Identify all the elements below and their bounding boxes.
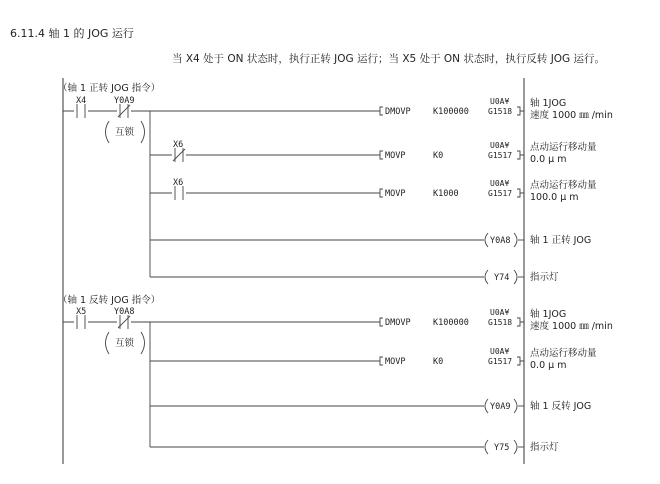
comment-f3-line1: 点动运行移动量 xyxy=(530,180,597,191)
comment-f3-line2: 100.0 μ m xyxy=(530,192,579,203)
contact-x5-label: X5 xyxy=(76,307,87,317)
instruction-bracket-right-r1 xyxy=(517,318,524,326)
operand-r1: K100000 xyxy=(433,318,469,328)
interlock-label-reverse: 互锁 xyxy=(115,338,135,349)
coil-y74-comment: 指示灯 xyxy=(530,272,559,283)
instruction-dmovp-r1: DMOVP xyxy=(385,318,411,328)
device-bottom-f3: G1517 xyxy=(488,189,513,198)
instruction-bracket-left-f3 xyxy=(380,189,383,197)
device-bottom-f1: G1518 xyxy=(488,107,513,116)
coil-y74-label: Y74 xyxy=(494,273,510,283)
device-bottom-f2: G1517 xyxy=(488,151,513,160)
comment-r1-line2: 速度 1000 ㎜ /min xyxy=(530,321,613,332)
comment-f1-line1: 轴 1JOG xyxy=(530,98,567,109)
device-bottom-r1: G1518 xyxy=(488,318,513,327)
contact-x6-no-label: X6 xyxy=(173,178,184,188)
comment-r2-line1: 点动运行移动量 xyxy=(530,348,597,359)
comment-f2-line2: 0.0 μ m xyxy=(530,154,567,165)
device-top-f3: U0A¥ xyxy=(490,179,510,188)
coil-y75-comment: 指示灯 xyxy=(530,442,559,453)
section-heading: 6.11.4 轴 1 的 JOG 运行 xyxy=(10,27,134,40)
interlock-label-forward: 互锁 xyxy=(115,127,135,138)
instruction-bracket-left-f1 xyxy=(380,107,383,115)
comment-r1-line1: 轴 1JOG xyxy=(530,309,567,320)
instruction-movp-r2: MOVP xyxy=(385,357,406,367)
instruction-dmovp-f1: DMOVP xyxy=(385,107,411,117)
instruction-bracket-left-f2 xyxy=(380,151,383,159)
comment-f2-line1: 点动运行移动量 xyxy=(530,142,597,153)
instruction-bracket-left-r1 xyxy=(380,318,383,326)
operand-f1: K100000 xyxy=(433,107,469,117)
coil-y75-label: Y75 xyxy=(494,443,510,453)
device-top-f1: U0A¥ xyxy=(490,97,510,106)
block-forward-title: （轴 1 正转 JOG 指令） xyxy=(58,83,161,94)
contact-x6-nc-label: X6 xyxy=(173,140,184,150)
operand-f3: K1000 xyxy=(433,189,459,199)
instruction-movp-f2: MOVP xyxy=(385,151,406,161)
contact-y0a8-label: Y0A8 xyxy=(114,307,135,317)
coil-y0a8-label: Y0A8 xyxy=(490,236,511,246)
comment-f1-line2: 速度 1000 ㎜ /min xyxy=(530,110,613,121)
instruction-bracket-right-f2 xyxy=(517,151,524,159)
block-reverse-title: （轴 1 反转 JOG 指令） xyxy=(58,295,161,306)
device-top-r1: U0A¥ xyxy=(490,308,510,317)
coil-y0a8-comment: 轴 1 正转 JOG xyxy=(530,235,592,246)
instruction-movp-f3: MOVP xyxy=(385,189,406,199)
description-text: 当 X4 处于 ON 状态时，执行正转 JOG 运行；当 X5 处于 ON 状态时，执行反转 JOG 运行。 xyxy=(172,53,606,65)
comment-r2-line2: 0.0 μ m xyxy=(530,360,567,371)
operand-r2: K0 xyxy=(433,357,444,367)
contact-x4-label: X4 xyxy=(76,96,87,106)
instruction-bracket-left-r2 xyxy=(380,357,383,365)
coil-y0a9-comment: 轴 1 反转 JOG xyxy=(530,401,592,412)
device-top-f2: U0A¥ xyxy=(490,141,510,150)
instruction-bracket-right-f1 xyxy=(517,107,524,115)
device-top-r2: U0A¥ xyxy=(490,347,510,356)
device-bottom-r2: G1517 xyxy=(488,357,513,366)
instruction-bracket-right-r2 xyxy=(517,357,524,365)
operand-f2: K0 xyxy=(433,151,444,161)
instruction-bracket-right-f3 xyxy=(517,189,524,197)
contact-y0a9-label: Y0A9 xyxy=(114,96,135,106)
coil-y0a9-label: Y0A9 xyxy=(490,402,511,412)
